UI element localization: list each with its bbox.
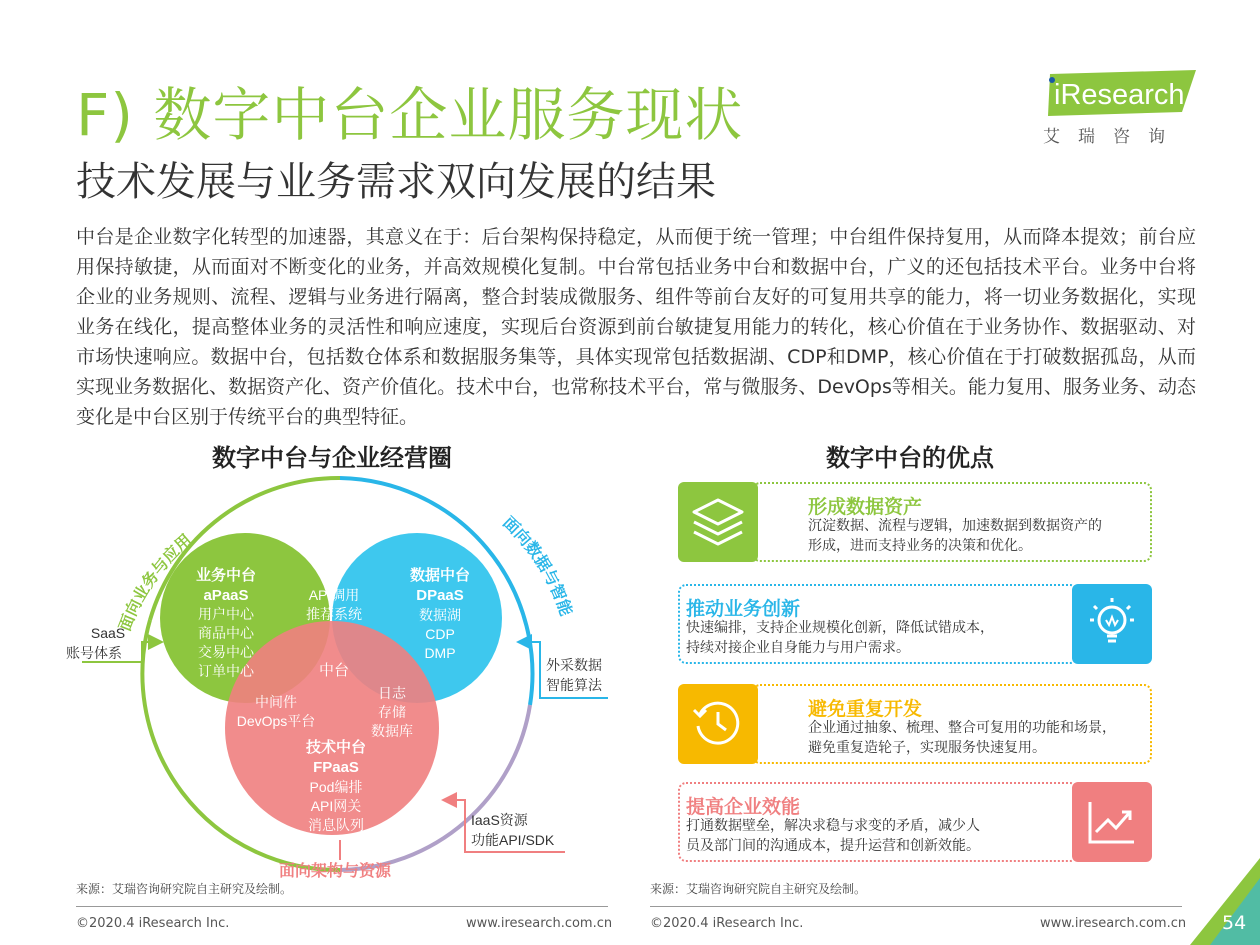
advantage-tile [1072,584,1152,664]
footer-divider-right [650,906,1182,907]
advantage-title: 避免重复开发 [808,698,923,720]
data-item: 数据湖 [419,607,461,623]
business-title: 业务中台 [195,567,257,584]
tech-item: Pod编排 [309,779,363,795]
overlap-business-data-item: API调用 [308,587,360,603]
advantage-desc-line: 形成，进而支持业务的决策和优化。 [808,538,1032,554]
input-left-item: 账号体系 [66,645,122,661]
page-title: F) 数字中台企业服务现状 [76,81,744,149]
data-item: CDP [425,626,455,642]
advantage-title: 提高企业效能 [686,796,801,818]
tech-item: 消息队列 [308,817,364,833]
source-note-right: 来源：艾瑞咨询研究院自主研究及绘制。 [650,882,867,896]
input-bottom-item: 功能API/SDK [471,832,555,848]
advantage-desc-line: 打通数据壁垒，解决求稳与求变的矛盾，减少人 [686,818,980,834]
layers-icon [678,482,758,562]
arc-label-architecture-resources: 面向架构与资源 [278,863,392,880]
advantage-tile [1072,782,1152,862]
data-item: DMP [424,645,456,661]
venn-diagram [60,470,620,885]
arc-label-data-intelligence: 面向数据与智能 [499,514,574,619]
advantage-desc-line: 避免重复造轮子，实现服务快速复用。 [808,740,1046,756]
tech-title: 技术中台 [305,739,367,756]
advantage-desc-line: 快速编排，支持企业规模化创新，降低试错成本， [686,620,994,636]
business-item: 订单中心 [198,663,254,679]
overlap-data-tech-item: 数据库 [371,723,413,739]
advantage-card-avoid-repetition [678,684,1154,764]
overlap-business-data-item: 推荐系统 [306,606,362,622]
logo-wordmark: iResearch [1054,79,1185,111]
advantage-desc-line: 员及部门间的沟通成本，提升运营和创新效能。 [686,838,980,854]
business-item: 商品中心 [198,625,254,641]
tech-item: API网关 [310,798,362,814]
advantage-desc-line: 企业通过抽象、梳理、整合可复用的功能和场景， [808,720,1116,736]
center-label: 中台 [318,662,350,679]
footer-divider-left [76,906,608,907]
advantage-card-data-assets [678,482,1154,562]
business-item: 交易中心 [198,644,254,660]
data-title: 数据中台 [409,567,471,584]
advantage-desc-line: 持续对接企业自身能力与用户需求。 [686,640,910,656]
data-code: DPaaS [416,587,464,604]
advantages-heading: 数字中台的优点 [826,444,994,472]
advantage-card-business-innovation [678,584,1154,664]
logo-subtitle: 艾瑞咨询 [1043,127,1183,147]
advantage-title: 形成数据资产 [808,496,923,518]
source-note-left: 来源：艾瑞咨询研究院自主研究及绘制。 [76,882,293,896]
iresearch-logo [1046,70,1196,118]
lightbulb-icon [1072,584,1152,664]
footer-website-right: www.iresearch.com.cn [1040,916,1187,931]
input-left-item: SaaS [90,625,126,641]
overlap-business-tech-item: 中间件 [255,694,297,710]
business-code: aPaaS [203,587,249,604]
input-bottom-item: IaaS资源 [471,812,528,828]
arc-label-business-application: 面向业务与应用 [116,531,196,634]
advantage-desc-line: 沉淀数据、流程与逻辑，加速数据到数据资产的 [808,518,1102,534]
input-right-item: 外采数据 [546,657,602,673]
footer-copyright-right: ©2020.4 iResearch Inc. [650,916,804,931]
intro-paragraph: 中台是企业数字化转型的加速器，其意义在于：后台架构保持稳定，从而便于统一管理；中台组件保持复用，从而降本提效；前台应用保持敏捷，从而面对不断变化的业务，并高效规模化复制。中台常包括业务中台和数据中台，广义的还包括技术平台。业务中台将企业的业务规则、流程、逻辑与业务进行隔离，整合封装成微服务、组件等前台友好的可复用共享的能力，将一切业务数据化，实现业务在线化，提高整体业务的灵活性和响应速度，实现后台资源到前台敏捷复用能力的转化，核心价值在于业务协作、数据驱动、对市场快速响应。数据中台，包括数仓体系和数据服务集等，具体实现常包括数据湖、CDP和DMP，核心价值在于打破数据孤岛，从而实现业务数据化、数据资产化、资产价值化。技术中台，也常称技术平台，常与微服务、DevOps等相关。能力复用、服务业务、动态变化是中台区别于传统平台的典型特征。 [76,226,1196,428]
svg-text:面向数据与智能 [499,513,576,618]
corner-decoration [1180,858,1260,945]
footer-copyright-left: ©2020.4 iResearch Inc. [76,916,230,931]
page-number: 54 [1222,912,1247,934]
advantage-tile [678,482,758,562]
advantage-title: 推动业务创新 [686,598,801,620]
advantage-card-efficiency [678,782,1154,862]
tech-code: FPaaS [313,759,359,776]
advantage-tile [678,684,758,764]
trend-chart-icon [1072,782,1152,862]
page-subtitle: 技术发展与业务需求双向发展的结果 [76,159,716,205]
input-right-item: 智能算法 [546,677,602,693]
overlap-data-tech-item: 日志 [378,685,406,701]
venn-heading: 数字中台与企业经营圈 [212,444,452,472]
clock-icon [678,684,758,764]
footer-website-left: www.iresearch.com.cn [466,916,613,931]
overlap-business-tech-item: DevOps平台 [236,713,316,729]
business-item: 用户中心 [198,606,254,622]
overlap-data-tech-item: 存储 [378,704,406,720]
